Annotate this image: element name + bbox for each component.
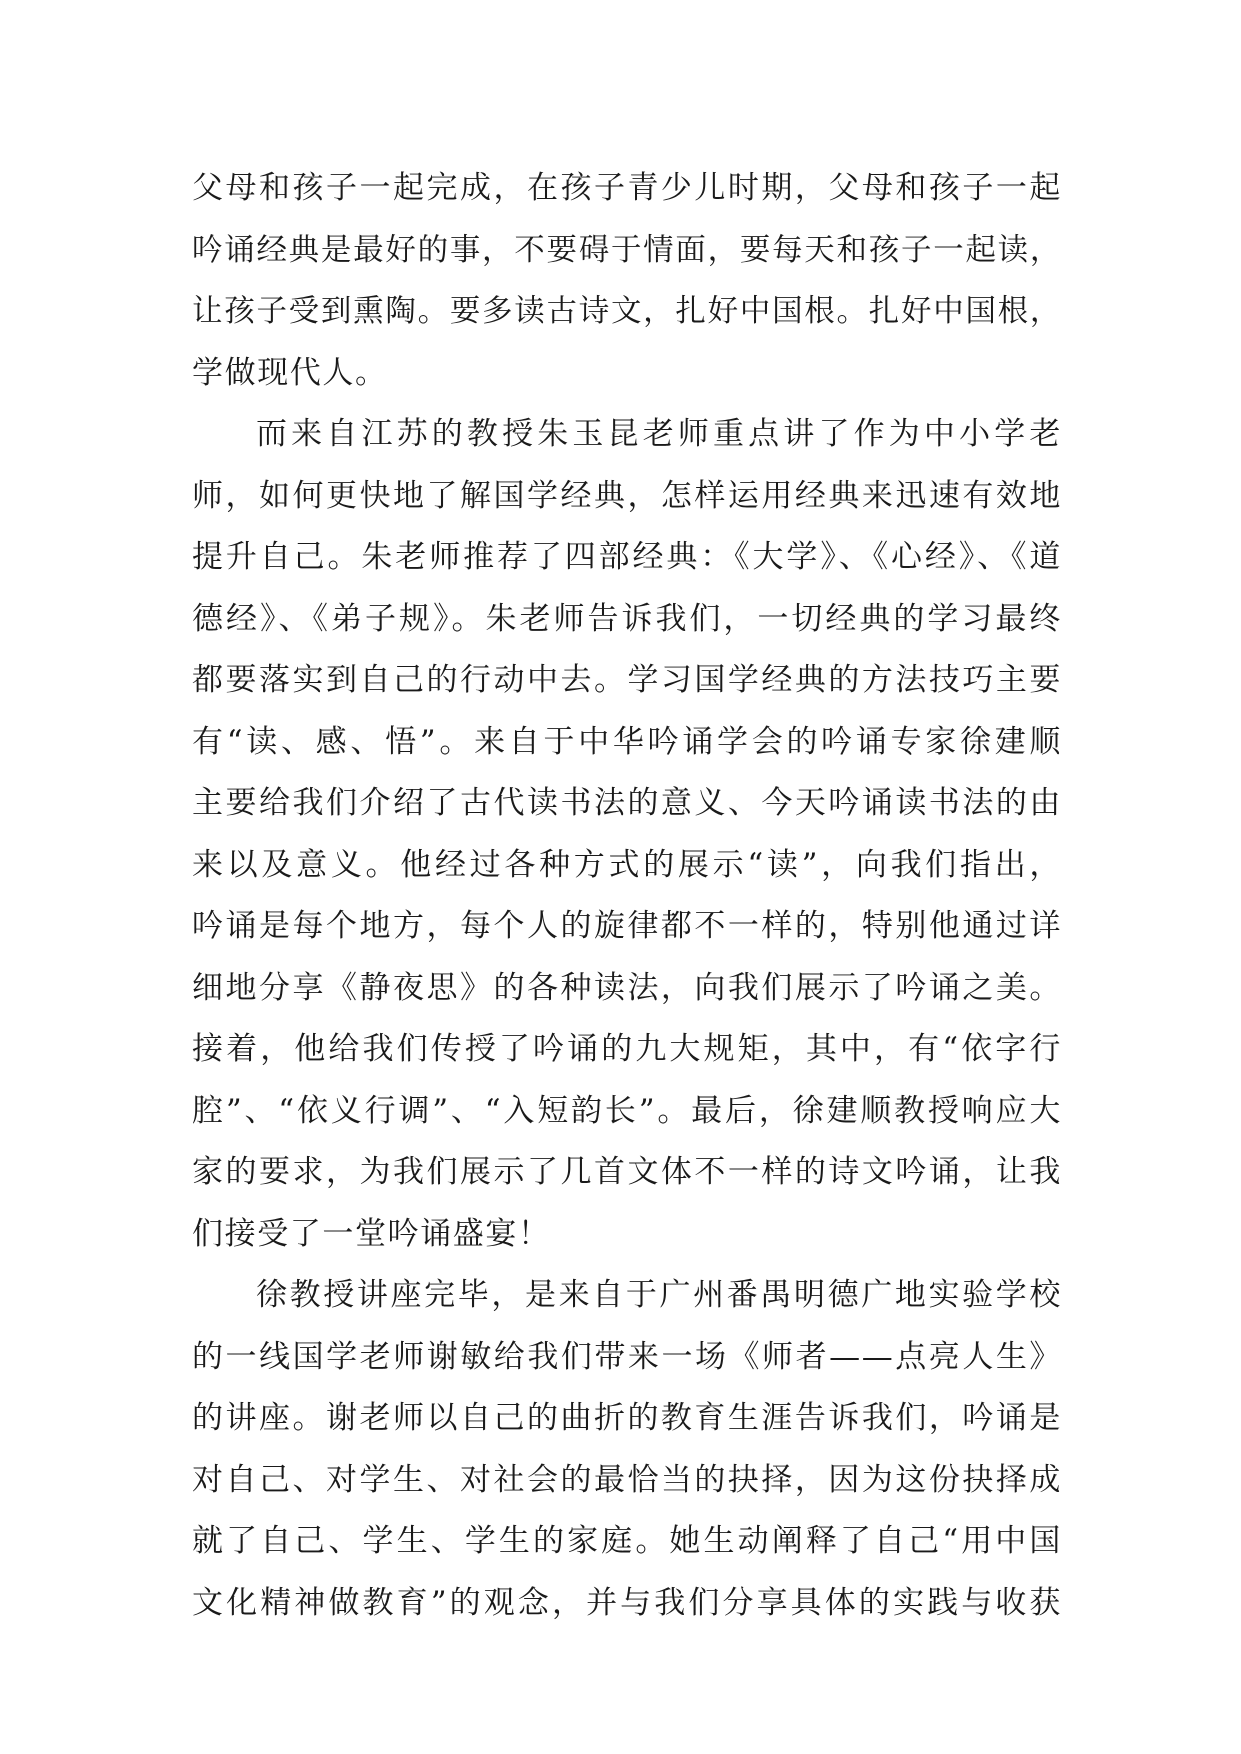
text-line: 德经》、《弟子规》。朱老师告诉我们，一切经典的学习最终 xyxy=(192,600,1062,637)
text-line: 有“读、感、悟”。来自于中华吟诵学会的吟诵专家徐建顺 xyxy=(192,723,1062,760)
text-line: 都要落实到自己的行动中去。学习国学经典的方法技巧主要 xyxy=(192,662,1062,698)
text-line: 学做现代人。 xyxy=(192,354,388,391)
text-line: 吟诵是每个地方，每个人的旋律都不一样的，特别他通过详 xyxy=(192,908,1062,944)
body-text xyxy=(192,158,1062,1634)
text-line: 文化精神做教育”的观念，并与我们分享具体的实践与收获 xyxy=(192,1584,1062,1621)
text-line: 接着，他给我们传授了吟诵的九大规矩，其中，有“依字行 xyxy=(192,1031,1062,1067)
text-line: 就了自己、学生、学生的家庭。她生动阐释了自己“用中国 xyxy=(192,1523,1062,1559)
text-line: 的一线国学老师谢敏给我们带来一场《师者——点亮人生》 xyxy=(192,1338,1062,1375)
text-line: 师，如何更快地了解国学经典，怎样运用经典来迅速有效地 xyxy=(192,477,1062,514)
text-line: 家的要求，为我们展示了几首文体不一样的诗文吟诵，让我 xyxy=(192,1154,1062,1190)
text-line: 来以及意义。他经过各种方式的展示“读”，向我们指出， xyxy=(192,846,1062,883)
text-line: 徐教授讲座完毕，是来自于广州番禺明德广地实验学校 xyxy=(256,1277,1062,1313)
text-line: 腔”、“依义行调”、“入短韵长”。最后，徐建顺教授响应大 xyxy=(192,1092,1062,1129)
text-line: 让孩子受到熏陶。要多读古诗文，扎好中国根。扎好中国根， xyxy=(192,294,1062,329)
text-line: 而来自江苏的教授朱玉昆老师重点讲了作为中小学老 xyxy=(256,416,1062,452)
text-line: 们接受了一堂吟诵盛宴！ xyxy=(192,1215,551,1252)
text-line: 吟诵经典是最好的事，不要碍于情面，要每天和孩子一起读， xyxy=(192,232,1062,268)
text-line: 主要给我们介绍了古代读书法的意义、今天吟诵读书法的由 xyxy=(192,785,1062,821)
text-line: 细地分享《静夜思》的各种读法，向我们展示了吟诵之美。 xyxy=(192,969,1062,1006)
text-line: 父母和孩子一起完成，在孩子青少儿时期，父母和孩子一起 xyxy=(192,170,1062,206)
text-line: 对自己、对学生、对社会的最恰当的抉择，因为这份抉择成 xyxy=(192,1461,1062,1498)
text-line: 提升自己。朱老师推荐了四部经典：《大学》、《心经》、《道 xyxy=(192,539,1062,575)
text-line: 的讲座。谢老师以自己的曲折的教育生涯告诉我们，吟诵是 xyxy=(192,1400,1062,1436)
